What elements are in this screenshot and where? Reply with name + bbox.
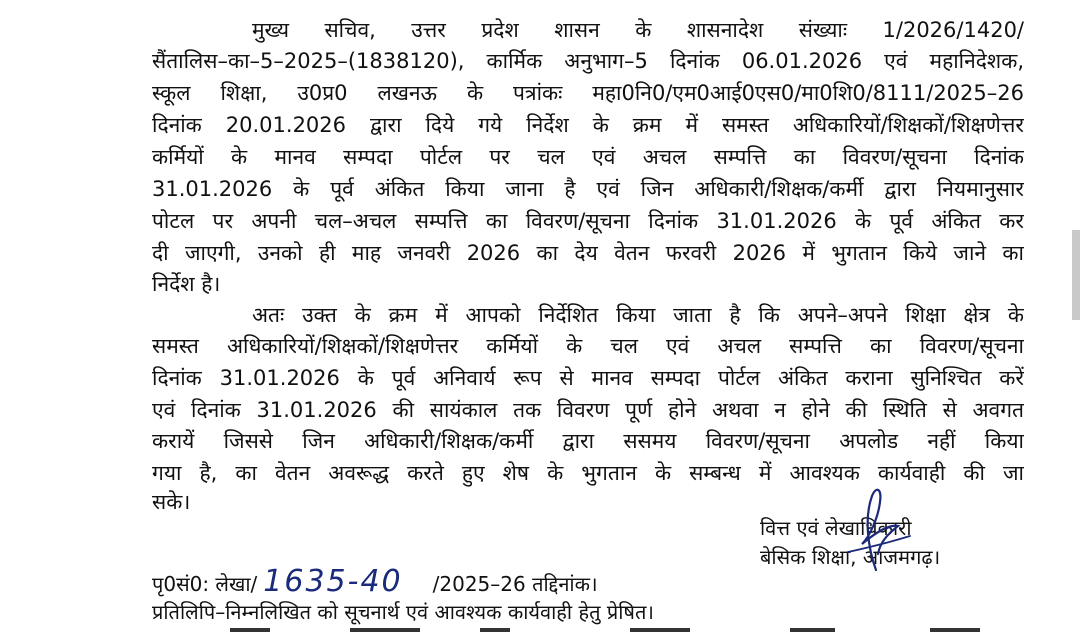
reference-prefix: पृ0सं0: लेखा/ bbox=[152, 572, 258, 596]
para2-line-2: समस्त अधिकारियों/शिक्षकों/शिक्षणेत्तर कर्मियों के चल एवं अचल सम्पत्ति का विवरण/सूचना bbox=[152, 334, 1024, 358]
para1-line-8: दी जाएगी, उनको ही माह जनवरी 2026 का देय वेतन फरवरी 2026 में भुगतान किये जाने का bbox=[152, 241, 1024, 265]
para2-line-3: दिनांक 31.01.2026 के पूर्व अनिवार्य रूप से मानव सम्पदा पोर्टल अंकित कराना सुनिश्चित करें bbox=[152, 366, 1024, 390]
para1-line-4: दिनांक 20.01.2026 द्वारा दिये गये निर्देश के क्रम में समस्त अधिकारियों/शिक्षकों/शिक्षणेत्तर bbox=[152, 113, 1024, 137]
cropped-text-fragments bbox=[230, 622, 1010, 632]
para2-line-6: गया है, का वेतन अवरूद्ध करते हुए शेष के भुगतान के सम्बन्ध में आवश्यक कार्यवाही की जा bbox=[152, 461, 1024, 485]
para1-line-6: 31.01.2026 के पूर्व अंकित किया जाना है एवं जिन अधिकारी/शिक्षक/कर्मी द्वारा नियमानुसार bbox=[152, 177, 1024, 201]
signatory-office: बेसिक शिक्षा, आजमगढ़। bbox=[760, 545, 941, 569]
signatory-designation: वित्त एवं लेखाधिकारी bbox=[760, 516, 912, 540]
para1-line-7: पोटल पर अपनी चल–अचल सम्पत्ति का विवरण/सूचना दिनांक 31.01.2026 के पूर्व अंकित कर bbox=[152, 209, 1024, 233]
para2-line-1: अतः उक्त के क्रम में आपको निर्देशित किया जाता है कि अपने–अपने शिक्षा क्षेत्र के bbox=[252, 303, 1024, 327]
para1-line-9: निर्देश है। bbox=[152, 272, 221, 296]
para1-line-1: मुख्य सचिव, उत्तर प्रदेश शासन के शासनादेश संख्याः 1/2026/1420/ bbox=[252, 18, 1024, 42]
para2-line-7: सके। bbox=[152, 490, 191, 514]
para2-line-4: एवं दिनांक 31.01.2026 की सायंकाल तक विवरण पूर्ण होने अथवा न होने की स्थिति से अवगत bbox=[152, 398, 1024, 422]
copy-to-line: प्रतिलिपि–निम्नलिखित को सूचनार्थ एवं आवश्यक कार्यवाही हेतु प्रेषित। bbox=[152, 600, 654, 624]
para1-line-5: कर्मियों के मानव सम्पदा पोर्टल पर चल एवं अचल सम्पत्ति का विवरण/सूचना दिनांक bbox=[152, 145, 1024, 169]
handwritten-dispatch-number: 1635-40 bbox=[263, 564, 403, 599]
para1-line-2: सैंतालिस–का–5–2025–(1838120), कार्मिक अनुभाग–5 दिनांक 06.01.2026 एवं महानिदेशक, bbox=[152, 49, 1024, 73]
reference-suffix: /2025–26 तद्दिनांक। bbox=[432, 572, 598, 596]
handwritten-signature bbox=[818, 478, 938, 578]
page-edge-shadow bbox=[1072, 230, 1080, 320]
para1-line-3: स्कूल शिक्षा, उ0प्र0 लखनऊ के पत्रांकः महा0नि0/एम0आई0एस0/मा0शि0/8111/2025–26 bbox=[152, 81, 1024, 105]
para2-line-5: करायें जिससे जिन अधिकारी/शिक्षक/कर्मी द्वारा ससमय विवरण/सूचना अपलोड नहीं किया bbox=[152, 429, 1024, 453]
reference-line bbox=[152, 564, 598, 599]
